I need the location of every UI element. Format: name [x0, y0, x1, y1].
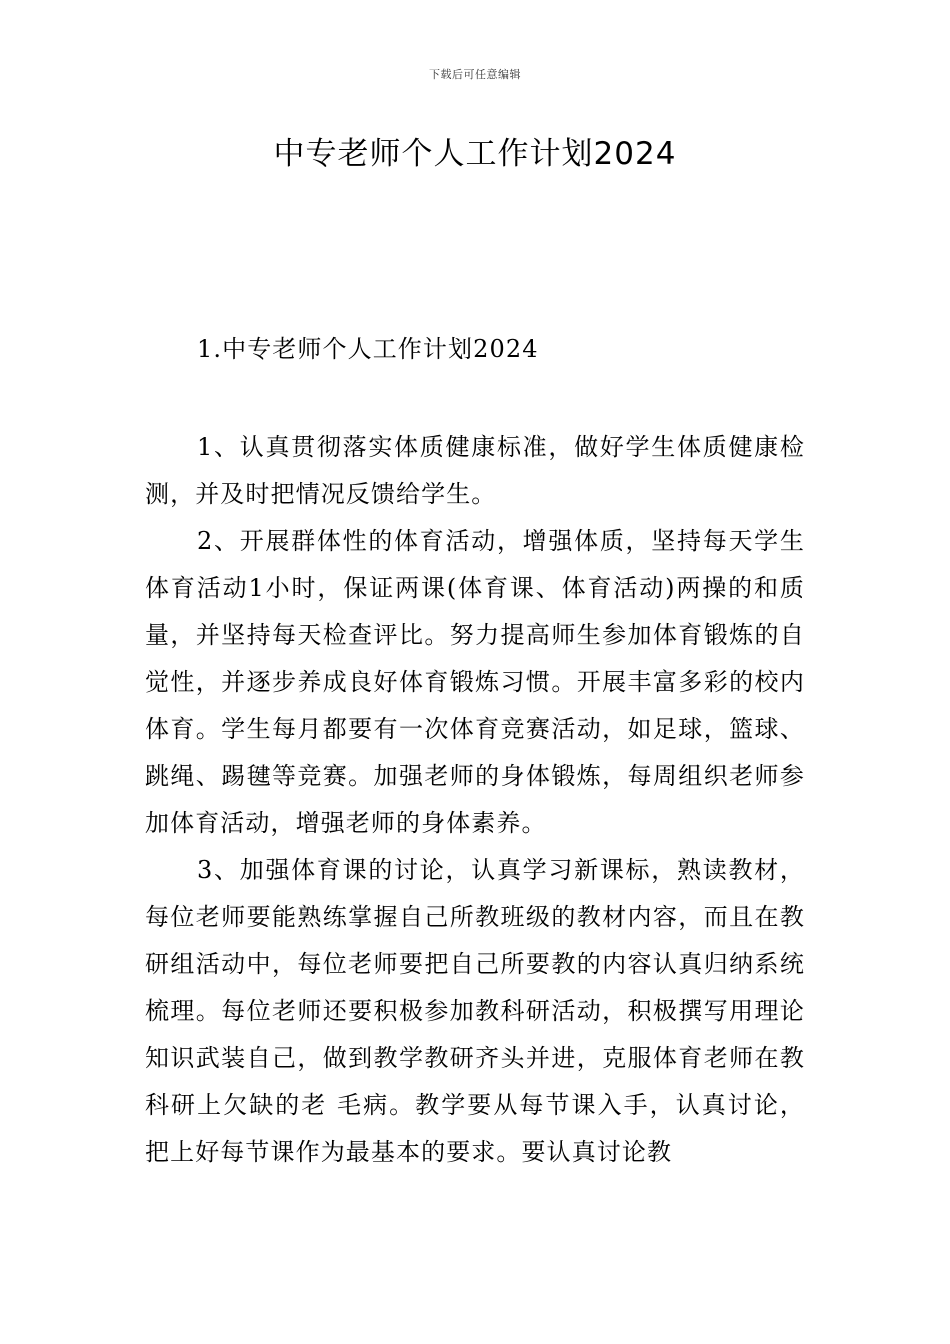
paragraph-3: 3、加强体育课的讨论，认真学习新课标，熟读教材，每位老师要能熟练掌握自己所教班级的教材内容，而且在教研组活动中，每位老师要把自己所要教的内容认真归纳系统梳理。每位老师还要积极参加教科研活动，积极撰写用理论知识武装自己，做到教学教研齐头并进，克服体育老师在教科研上欠缺的老 毛病。教学要从每节课入手，认真讨论，把上好每节课作为最基本的要求。要认真讨论教: [145, 856, 805, 1166]
header-note: 下载后可任意编辑: [429, 68, 521, 81]
document-body: [145, 424, 805, 1176]
paragraph-1: 1、认真贯彻落实体质健康标准，做好学生体质健康检测，并及时把情况反馈给学生。: [145, 433, 805, 508]
section-heading-block: [145, 326, 805, 373]
document-title: 中专老师个人工作计划2024: [273, 136, 677, 172]
paragraph-2: 2、开展群体性的体育活动，增强体质，坚持每天学生体育活动1小时，保证两课(体育课、体育活动)两操的和质量，并坚持每天检查评比。努力提高师生参加体育锻炼的自觉性，并逐步养成良好体育锻炼习惯。开展丰富多彩的校内体育。学生每月都要有一次体育竞赛活动，如足球，篮球、跳绳、踢毽等竞赛。加强老师的身体锻炼，每周组织老师参加体育活动，增强老师的身体素养。: [145, 527, 805, 837]
section-heading: 1.中专老师个人工作计划2024: [197, 335, 539, 363]
